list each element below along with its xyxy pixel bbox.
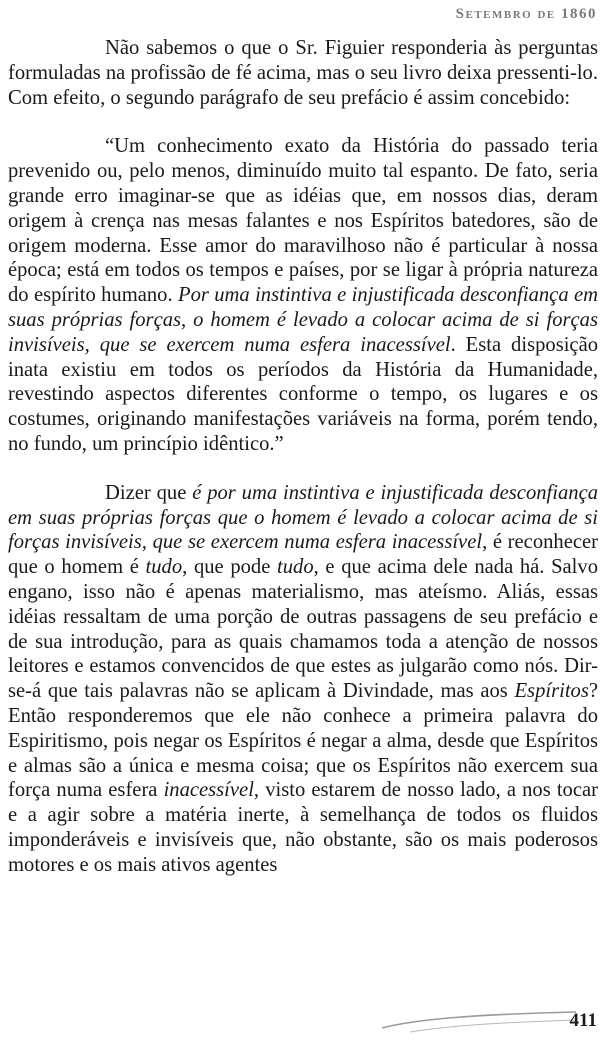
page-number: 411 [569,1010,597,1031]
text-run: , que pode [182,556,278,579]
text-run: , e que acima dele nada há. Salvo engano, isso não é apenas materialismo, mas ateísmo. Aliás, essas idéias ressaltam de uma porção de outras passagens de seu prefácio e de sua introdução, para as quais chamamos toda a atenção de nossos leitores e estamos convencidos de que estes as julgarão como nós. Dir-se-á que tais palavras não se aplicam à Divindade, mas aos [8,556,599,703]
page-footer [0,996,607,1046]
italic-text-run: tudo [277,556,314,579]
paragraph-commentary [8,481,598,878]
text-run: , é reconhecer que o homem é [8,531,598,579]
text-run: , visto estarem de nosso lado, a nos tocar e a agir sobre a matéria inerte, à semelhança de todos os fluidos imponderáveis e invisíveis que, não obstante, são os mais poderosos motores e os mais ativos agentes [8,779,598,876]
italic-text-run: tudo [145,556,183,579]
italic-text-run: inacessível [163,779,254,802]
italic-text-run: Por uma instintiva e injustificada desconfiança em suas próprias forças, o homem é levado a colocar acima de si forças invisíveis, que se exercem numa esfera inacessível [8,284,599,356]
paragraph-intro [8,36,598,110]
text-run: Não sabemos o que o Sr. Figuier responderia às perguntas formuladas na profissão de fé acima, mas o seu livro deixa pressenti-lo. Com efeito, o segundo parágrafo de seu prefácio é assim concebido: [8,37,598,109]
running-header: Setembro de 1860 [455,6,597,22]
text-run: ? Então responderemos que ele não conhece a primeira palavra do Espiritismo, pois negar os Espíritos é negar a alma, desde que Espíritos e almas são a única e mesma coisa; que os Espíritos não exercem sua força numa esfera [8,680,598,802]
text-run: Dizer que [105,481,193,504]
italic-text-run: Espíritos [514,680,589,703]
footer-swash-ornament [380,996,580,1036]
text-run: “Um conhecimento exato da História do passado teria prevenido ou, pelo menos, diminuído muito tal espanto. De fato, seria grande erro imaginar-se que as idéias que, em nossos dias, deram origem à crença nas mesas falantes e nos Espíritos batedores, são de origem moderna. Esse amor do maravilhoso não é particular à nossa época; está em todos os tempos e países, por se ligar à própria natureza do espírito humano. [8,135,598,307]
italic-text-run: é por uma instintiva e injustificada desconfiança em suas próprias forças que o homem é levado a colocar acima de si forças invisíveis, que se exercem numa esfera inacessível [8,481,599,554]
text-run: . Esta disposição inata existiu em todos os períodos da História da Humanidade, revestindo aspectos diferentes conforme o tempo, os lugares e os costumes, originando manifestações variáveis na forma, porém tendo, no fundo, um princípio idêntico.” [8,333,599,455]
paragraph-quotation [8,134,598,456]
page-body [8,36,598,878]
